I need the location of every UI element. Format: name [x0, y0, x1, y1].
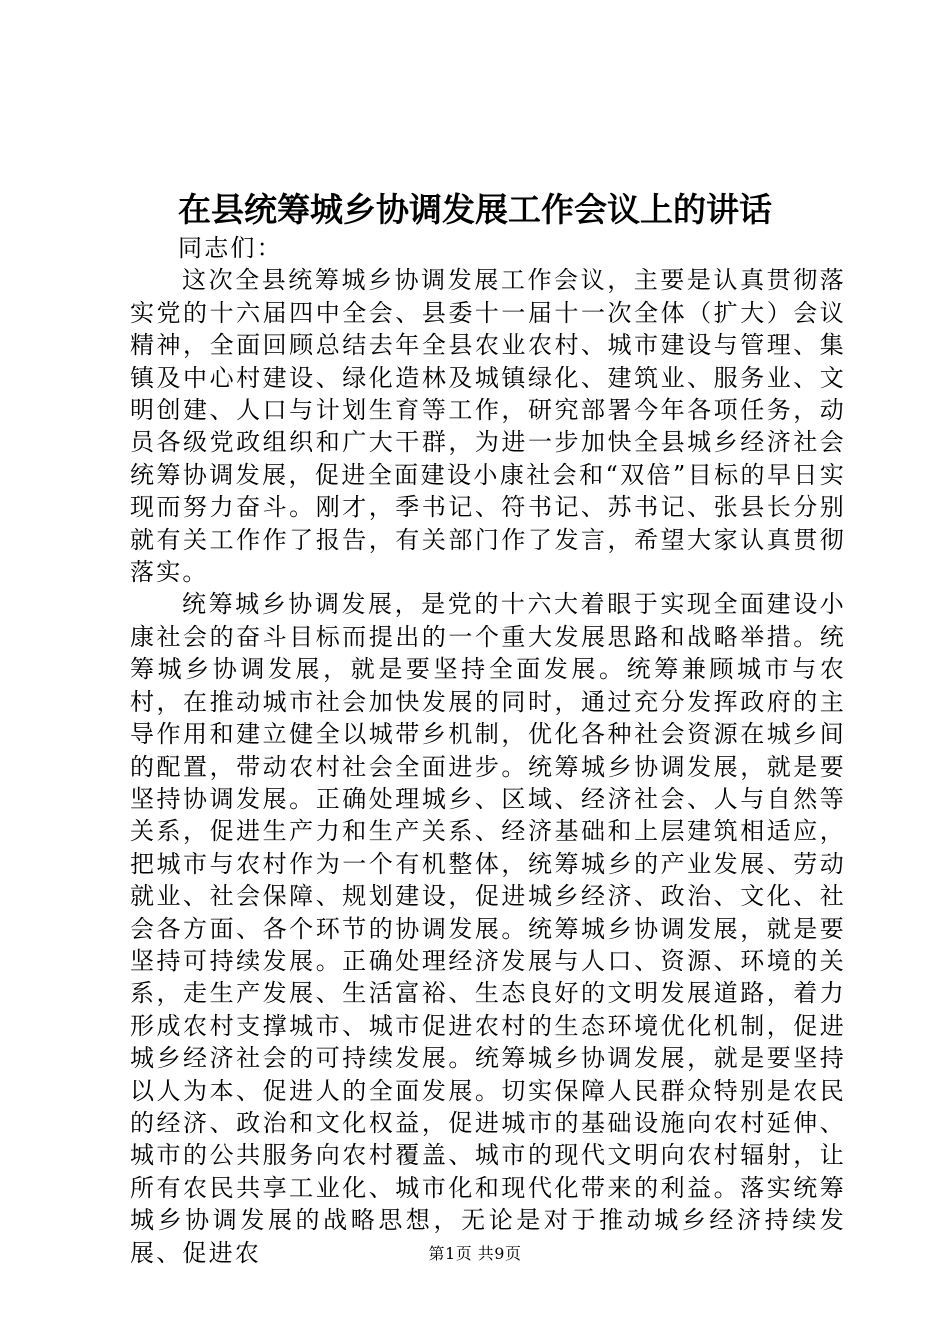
page-number-footer: 第1页 共9页	[428, 1244, 522, 1263]
paragraph-2: 统筹城乡协调发展，是党的十六大着眼于实现全面建设小康社会的奋斗目标而提出的一个重大发展思路和战略举措。统筹城乡协调发展，就是要坚持全面发展。统筹兼顾城市与农村，在推动城市社会加快发展的同时，通过充分发挥政府的主导作用和建立健全以城带乡机制，优化各种社会资源在城乡间的配置，带动农村社会全面进步。统筹城乡协调发展，就是要坚持协调发展。正确处理城乡、区域、经济社会、人与自然等关系，促进生产力和生产关系、经济基础和上层建筑相适应，把城市与农村作为一个有机整体，统筹城乡的产业发展、劳动就业、社会保障、规划建设，促进城乡经济、政治、文化、社会各方面、各个环节的协调发展。统筹城乡协调发展，就是要坚持可持续发展。正确处理经济发展与人口、资源、环境的关系，走生产发展、生活富裕、生态良好的文明发展道路，着力形成农村支撑城市、城市促进农村的生态环境优化机制，促进城乡经济社会的可持续发展。统筹城乡协调发展，就是要坚持以人为本、促进人的全面发展。切实保障人民群众特别是农民的经济、政治和文化权益，促进城市的基础设施向农村延伸、城市的公共服务向农村覆盖、城市的现代文明向农村辐射，让所有农民共享工业化、城市化和现代化带来的利益。落实统筹城乡协调发展的战略思想，无论是对于推动城乡经济持续发展、促进农	[130, 590, 846, 1267]
greeting-line: 同志们：	[178, 234, 283, 262]
document-title: 在县统筹城乡协调发展工作会议上的讲话	[178, 190, 772, 229]
paragraph-1: 这次全县统筹城乡协调发展工作会议，主要是认真贯彻落实党的十六届四中全会、县委十一届十一次全体（扩大）会议精神，全面回顾总结去年全县农业农村、城市建设与管理、集镇及中心村建设、绿化造林及城镇绿化、建筑业、服务业、文明创建、人口与计划生育等工作，研究部署今年各项任务，动员各级党政组织和广大干群，为进一步加快全县城乡经济社会统筹协调发展，促进全面建设小康社会和“双倍”目标的早日实现而努力奋斗。刚才，季书记、符书记、苏书记、张县长分别就有关工作作了报告，有关部门作了发言，希望大家认真贯彻落实。	[130, 266, 846, 587]
document-body	[130, 232, 846, 1269]
